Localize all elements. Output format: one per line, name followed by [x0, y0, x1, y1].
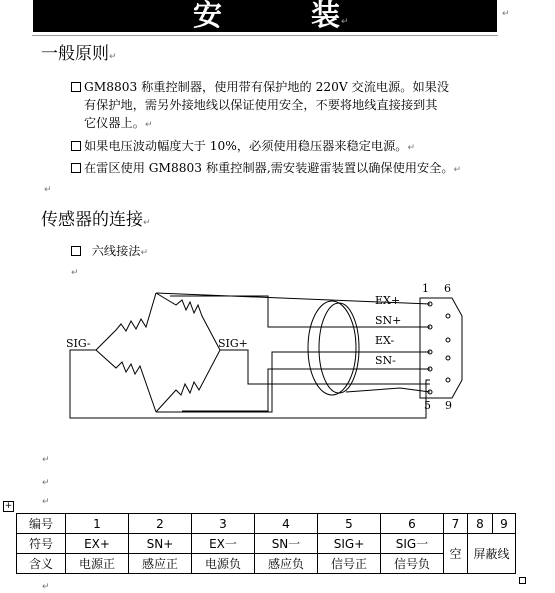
paragraph-mark: ↵ — [341, 17, 349, 27]
header-separator — [32, 35, 498, 36]
item-power-supply: GM8803 称重控制器，使用带有保护地的 220V 交流电源。如果没 — [71, 79, 449, 95]
table-cell: 信号负 — [381, 554, 444, 574]
table-cell: 8 — [468, 514, 493, 534]
pin-number-6: 6 — [444, 282, 451, 295]
table-row-symbol — [17, 534, 516, 554]
table-cell: 电源负 — [192, 554, 255, 574]
title-bar — [33, 0, 497, 32]
table-cell: 感应正 — [129, 554, 192, 574]
pin-number-9: 9 — [445, 399, 452, 412]
section-heading-general: 一般原则↵ — [41, 44, 117, 64]
checkbox-icon — [71, 141, 81, 151]
wire-label-sn-minus: SN- — [375, 354, 396, 367]
table-cell: EX+ — [66, 534, 129, 554]
checkbox-icon — [71, 82, 81, 92]
paragraph-mark: ↵ — [42, 455, 50, 465]
pin-definition-table — [16, 513, 516, 574]
bridge-arm-bottom-left — [96, 350, 156, 412]
table-cell: SN一 — [255, 534, 318, 554]
bridge-arm-bottom-right — [156, 350, 220, 412]
wire-label-sn-plus: SN+ — [375, 314, 402, 327]
item-power-supply-line3: 它仪器上。↵ — [84, 116, 153, 130]
wire-shield — [346, 388, 430, 392]
table-cell-empty: 空 — [444, 534, 468, 574]
item-lightning-protection: 在雷区使用 GM8803 称重控制器,需安装避雷装置以确保使用安全。↵ — [71, 160, 461, 176]
paragraph-mark: ↵ — [42, 497, 50, 507]
item-power-supply-line2: 有保护地，需另外接地线以保证使用安全，不要将地线直接接到其 — [84, 98, 438, 112]
connector-pins — [428, 302, 450, 394]
wire-label-ex-plus: EX+ — [375, 294, 401, 307]
section-heading-sensor: 传感器的连接↵ — [41, 210, 151, 230]
page-title-char-1: 安 — [193, 0, 223, 32]
table-cell: 7 — [444, 514, 468, 534]
table-cell: 感应负 — [255, 554, 318, 574]
wire-sn-minus — [182, 369, 430, 411]
table-resize-handle[interactable] — [519, 577, 526, 584]
page-title-char-2: 装 — [311, 0, 341, 32]
bridge-arm-top-right — [156, 293, 220, 350]
table-cell: EX一 — [192, 534, 255, 554]
table-cell: 含义 — [17, 554, 66, 574]
cable-shield-inner — [319, 303, 359, 393]
wire-label-ex-minus: EX- — [375, 334, 395, 347]
cable-shield-outer — [308, 301, 356, 395]
table-cell: 9 — [493, 514, 516, 534]
table-row-number — [17, 514, 516, 534]
sig-minus-label: SIG- — [66, 337, 91, 350]
paragraph-mark: ↵ — [42, 582, 50, 592]
table-cell: SIG+ — [318, 534, 381, 554]
bridge-arm-top-left — [96, 293, 156, 350]
table-cell-shield: 屏蔽线 — [468, 534, 516, 574]
paragraph-mark: ↵ — [44, 185, 52, 195]
table-cell: 2 — [129, 514, 192, 534]
sig-plus-label: SIG+ — [218, 337, 248, 350]
table-cell: 符号 — [17, 534, 66, 554]
checkbox-icon — [71, 163, 81, 173]
table-cell: 电源正 — [66, 554, 129, 574]
paragraph-mark: ↵ — [502, 9, 510, 19]
wiring-diagram — [0, 275, 555, 445]
pin-number-5: 5 — [424, 399, 431, 412]
table-cell: SN+ — [129, 534, 192, 554]
table-cell: 信号正 — [318, 554, 381, 574]
checkbox-icon — [71, 246, 81, 256]
pin-number-1: 1 — [422, 282, 429, 295]
item-voltage-stabilizer: 如果电压波动幅度大于 10%，必须使用稳压器来稳定电源。↵ — [71, 138, 415, 154]
paragraph-mark: ↵ — [42, 478, 50, 488]
table-cell: 3 — [192, 514, 255, 534]
table-cell: 4 — [255, 514, 318, 534]
table-cell: 1 — [66, 514, 129, 534]
item-six-wire-method: 六线接法↵ — [71, 243, 148, 259]
table-cell: 编号 — [17, 514, 66, 534]
table-cell: SIG一 — [381, 534, 444, 554]
table-cell: 5 — [318, 514, 381, 534]
paragraph-mark: ↵ — [71, 268, 79, 278]
table-move-handle-icon[interactable]: + — [4, 501, 13, 511]
table-row-meaning — [17, 554, 516, 574]
table-cell: 6 — [381, 514, 444, 534]
